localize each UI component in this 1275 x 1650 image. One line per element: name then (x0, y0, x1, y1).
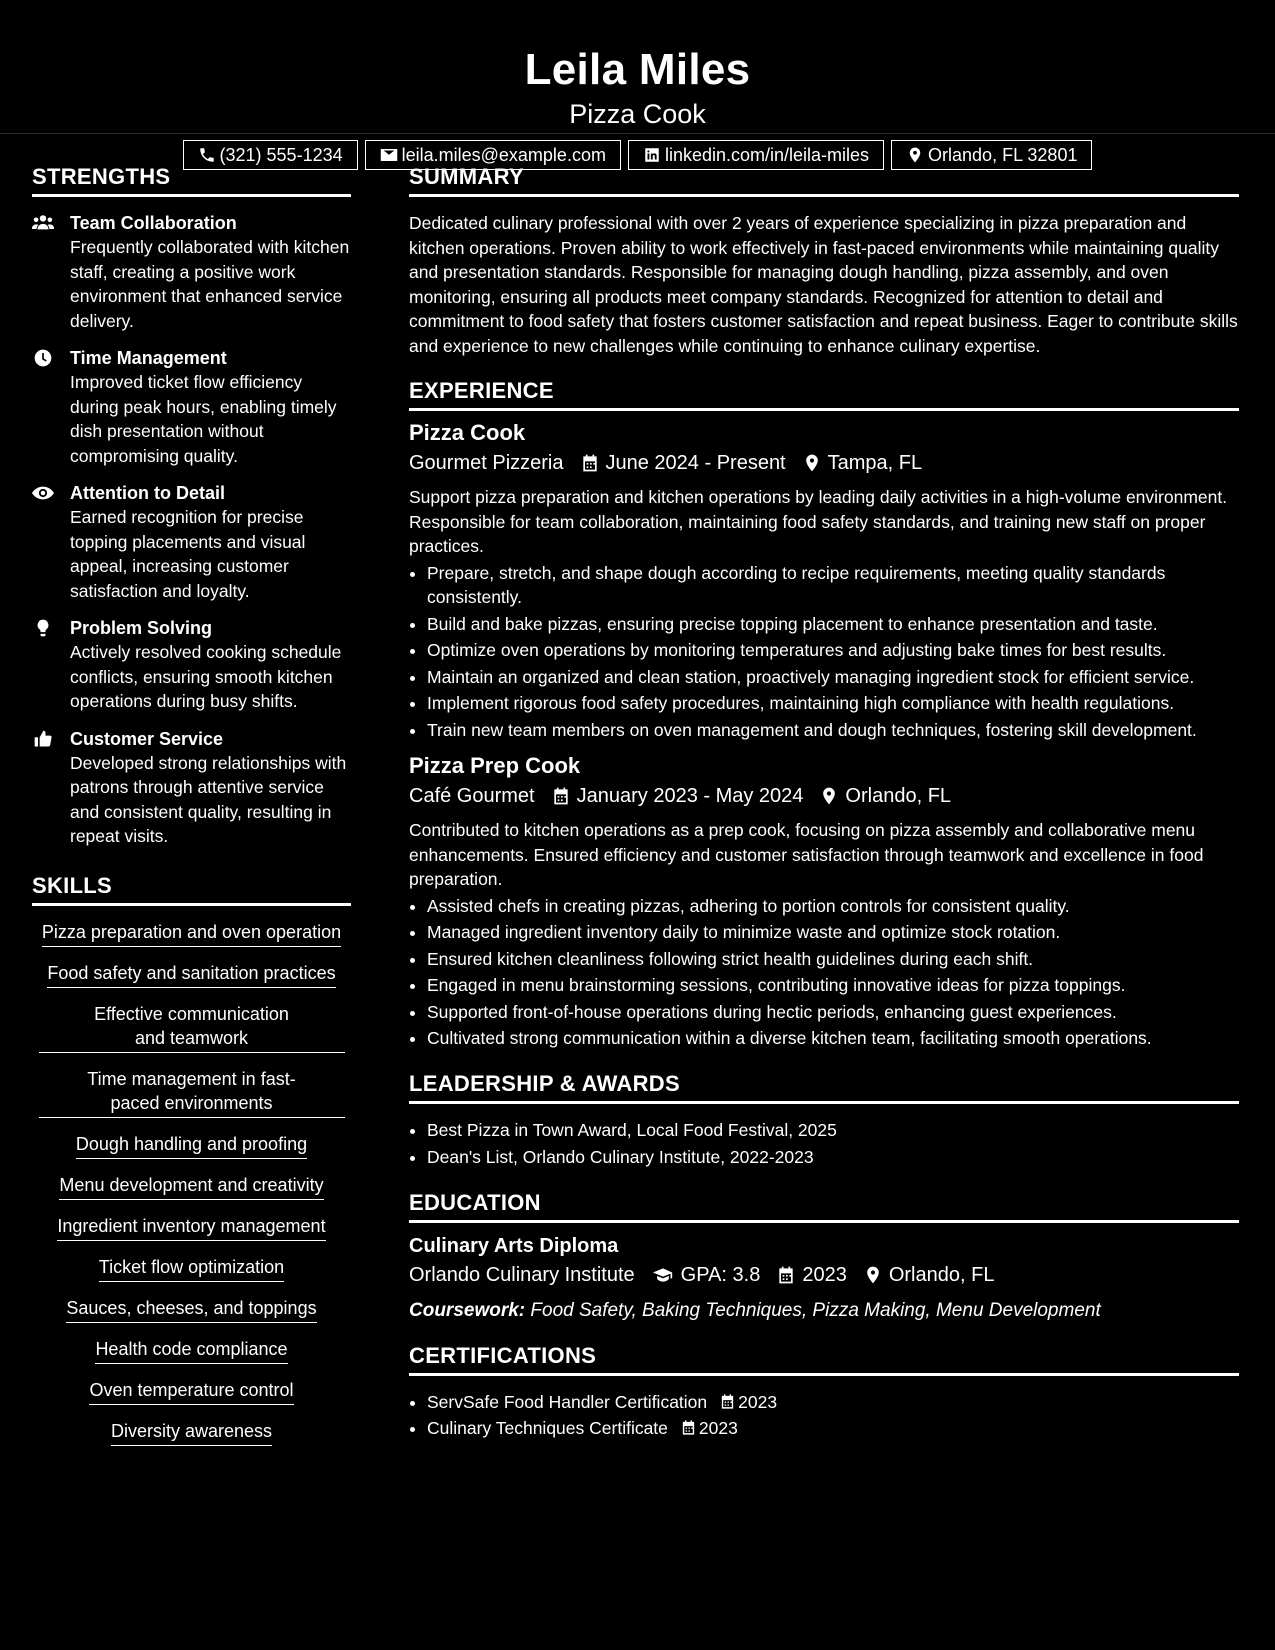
strengths-heading: STRENGTHS (32, 164, 351, 197)
strength-desc: Earned recognition for precise topping placements and visual appeal, increasing customer satisfaction and loyalty. (70, 507, 306, 601)
linkedin-text: linkedin.com/in/leila-miles (664, 145, 870, 165)
job-description: Contributed to kitchen operations as a prep cook, focusing on pizza assembly and collaborative menu enhancements. Ensured efficiency and customer satisfaction through teamwork and excellence in food preparation. (409, 820, 1204, 889)
map-pin-icon (906, 146, 924, 164)
strength-item (32, 481, 351, 603)
job-title: Pizza Prep Cook (409, 753, 581, 778)
graduation-cap-icon (651, 1265, 675, 1285)
resume-header (0, 0, 1275, 165)
list-item: • Managed ingredient inventory daily to minimize waste and optimize stock rotation. (427, 920, 1239, 945)
email-text: leila.miles@example.com (401, 145, 606, 165)
list-item: • Supported front-of-house operations during hectic periods, enhancing guest experiences. (427, 1000, 1239, 1025)
job-company: Gourmet Pizzeria (409, 452, 564, 474)
skills-heading: SKILLS (32, 873, 351, 906)
map-pin-icon (863, 1265, 883, 1285)
list-item (427, 1390, 1239, 1415)
eye-icon (32, 483, 54, 503)
strength-name: Time Management (70, 348, 227, 368)
calendar-icon (551, 786, 571, 806)
calendar-icon (580, 453, 600, 473)
phone-text: (321) 555-1234 (219, 145, 343, 165)
calendar-icon (680, 1419, 697, 1436)
skill-item: Pizza preparation and oven operation (42, 920, 341, 947)
list-item: • Assisted chefs in creating pizzas, adhering to portion controls for consistent quality. (427, 894, 1239, 919)
strength-name: Customer Service (70, 728, 224, 749)
calendar-icon (776, 1265, 796, 1285)
calendar-icon (719, 1393, 736, 1410)
job-title: Pizza Cook (409, 420, 526, 445)
job-dates: January 2023 - May 2024 (576, 785, 804, 807)
skill-item: Effective communication and teamwork (39, 1002, 345, 1053)
skills-list (32, 920, 351, 1446)
certification-name: ServSafe Food Handler Certification (427, 1391, 708, 1412)
list-item: • Optimize oven operations by monitoring temperatures and adjusting bake times for best results. (427, 638, 1239, 663)
skill-item: Ingredient inventory management (57, 1214, 325, 1241)
envelope-icon (380, 146, 398, 164)
candidate-title: Pizza Cook (569, 99, 706, 129)
certification-year: 2023 (738, 1391, 778, 1412)
strength-item (32, 346, 351, 468)
linkedin-icon (643, 146, 661, 164)
thumbs-up-icon (32, 729, 54, 749)
list-item: • Build and bake pizzas, ensuring precise topping placement to enhance presentation and taste. (427, 612, 1239, 637)
certifications-heading: CERTIFICATIONS (409, 1343, 1239, 1376)
coursework-label: Coursework: (409, 1299, 526, 1321)
strength-name: Problem Solving (70, 618, 213, 638)
right-column (409, 164, 1239, 1460)
skill-item: Diversity awareness (111, 1419, 272, 1446)
job-bullets (409, 894, 1239, 1051)
list-item: • Maintain an organized and clean station, proactively managing ingredient stock for efficient service. (427, 665, 1239, 690)
job-entry (409, 752, 1239, 1051)
strength-desc: Improved ticket flow efficiency during peak hours, enabling timely dish presentation without compromising quality. (70, 372, 337, 466)
coursework (409, 1297, 1239, 1325)
list-item: • Engaged in menu brainstorming sessions, contributing innovative ideas for pizza toppings. (427, 973, 1239, 998)
job-description: Support pizza preparation and kitchen operations by leading daily activities in a high-volume environment. Responsible for team collaboration, maintaining food safety standards, and training new staff on proper practices. (409, 487, 1228, 556)
job-meta (409, 782, 1239, 810)
job-location: Tampa, FL (827, 452, 923, 474)
skill-item: Health code compliance (95, 1337, 287, 1364)
list-item: • Best Pizza in Town Award, Local Food Festival, 2025 (427, 1118, 1239, 1143)
list-item: • Ensured kitchen cleanliness following strict health guidelines during each shift. (427, 947, 1239, 972)
awards-heading: LEADERSHIP & AWARDS (409, 1071, 1239, 1104)
users-icon (32, 213, 54, 233)
strength-desc: Frequently collaborated with kitchen staff, creating a positive work environment that enhanced service delivery. (70, 237, 350, 331)
education-meta (409, 1261, 1239, 1289)
job-bullets (409, 561, 1239, 743)
job-dates: June 2024 - Present (605, 452, 786, 474)
gpa: GPA: 3.8 (680, 1263, 761, 1286)
summary-text: Dedicated culinary professional with over 2 years of experience specializing in pizza preparation and kitchen operations. Proven ability to work effectively in fast-paced environments while maintaining quality and presentation standards. Responsible for managing dough handling, pizza assembly, and oven monitoring, ensuring all products meet company standards. Recognized for attention to detail and commitment to food safety that fosters customer satisfaction and repeat business. Eager to contribute skills and experience to new challenges while continuing to enhance culinary expertise. (409, 213, 1238, 356)
strength-name: Attention to Detail (70, 483, 225, 503)
strength-desc: Actively resolved cooking schedule conflicts, ensuring smooth kitchen operations during busy shifts. (70, 642, 342, 711)
education-heading: EDUCATION (409, 1190, 1239, 1223)
school-location: Orlando, FL (888, 1263, 995, 1286)
job-location: Orlando, FL (845, 785, 952, 807)
skill-item: Sauces, cheeses, and toppings (66, 1296, 316, 1323)
strength-desc: Developed strong relationships with patrons through attentive service and consistent quality, resulting in repeat visits. (70, 752, 347, 846)
list-item: • Dean's List, Orlando Culinary Institute, 2022-2023 (427, 1145, 1239, 1170)
strength-name: Team Collaboration (70, 213, 237, 233)
school-name: Orlando Culinary Institute (409, 1263, 635, 1286)
skill-item: Food safety and sanitation practices (47, 961, 335, 988)
skill-item: Ticket flow optimization (99, 1255, 284, 1282)
job-entry (409, 419, 1239, 742)
job-meta (409, 449, 1239, 477)
left-column (32, 164, 351, 1460)
coursework-list: Food Safety, Baking Techniques, Pizza Making, Menu Development (530, 1299, 1101, 1321)
list-item (427, 1416, 1239, 1441)
list-item: • Implement rigorous food safety procedures, maintaining high compliance with health regulations. (427, 691, 1239, 716)
degree-title: Culinary Arts Diploma (409, 1234, 619, 1257)
location-text: Orlando, FL 32801 (928, 145, 1078, 165)
clock-icon (32, 348, 54, 368)
awards-list (409, 1118, 1239, 1170)
certification-name: Culinary Techniques Certificate (427, 1418, 668, 1438)
list-item: • Train new team members on oven management and dough techniques, fostering skill development. (427, 718, 1239, 743)
list-item: • Prepare, stretch, and shape dough according to recipe requirements, meeting quality standards consistently. (427, 561, 1239, 610)
job-company: Café Gourmet (409, 785, 535, 807)
skill-item: Oven temperature control (89, 1378, 293, 1405)
strength-item (32, 727, 351, 849)
skill-item: Time management in fast-paced environments (39, 1067, 345, 1118)
certifications-list (409, 1390, 1239, 1441)
strength-item (32, 616, 351, 714)
skill-item: Dough handling and proofing (76, 1132, 307, 1159)
lightbulb-icon (32, 618, 54, 638)
candidate-name: Leila Miles (524, 45, 751, 94)
experience-heading: EXPERIENCE (409, 378, 1239, 411)
phone-icon (198, 146, 216, 164)
map-pin-icon (802, 453, 822, 473)
summary-heading: SUMMARY (409, 164, 1239, 197)
list-item: • Cultivated strong communication within a diverse kitchen team, facilitating smooth operations. (427, 1026, 1239, 1051)
strength-item (32, 211, 351, 333)
skill-item: Menu development and creativity (59, 1173, 323, 1200)
map-pin-icon (819, 786, 839, 806)
graduation-year: 2023 (802, 1263, 847, 1286)
certification-year: 2023 (698, 1418, 738, 1438)
